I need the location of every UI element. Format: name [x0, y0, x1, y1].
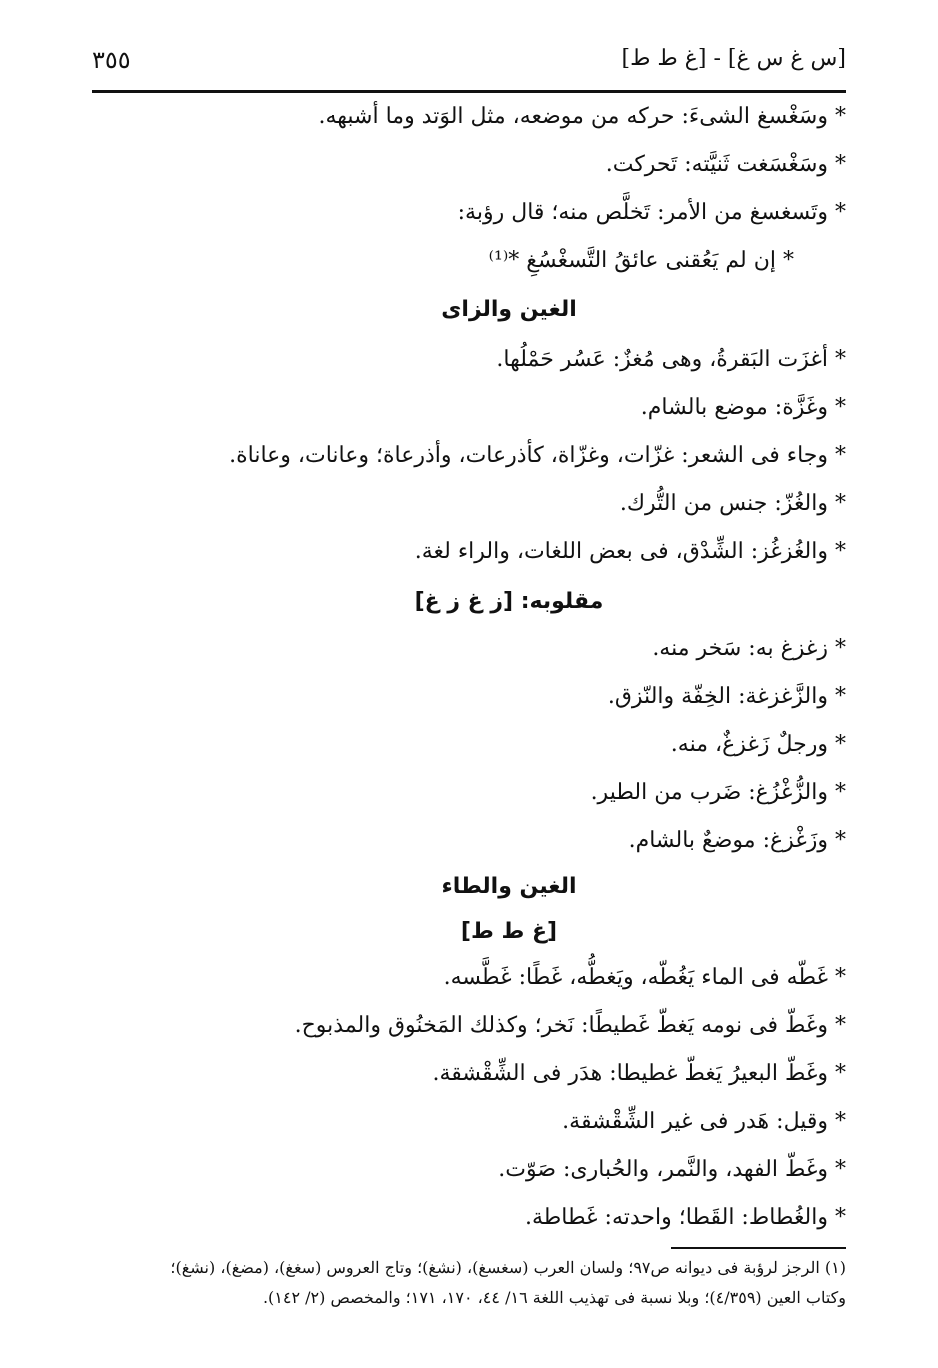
footnote-line: وكتاب العين (٤/٣٥٩)؛ وبلا نسبة فى تهذيب اللغة ١٦/ ٤٤، ١٧٠، ١٧١؛ والمخصص (٢/ ١٤٢). [262, 1288, 846, 1307]
text-line: * وتَسغسغ من الأمر: تَخلَّص منه؛ قال رؤبة: [457, 200, 846, 225]
footnote-line: (١) الرجز لرؤبة فى ديوانه ص٩٧؛ ولسان العرب (سغسغ)، (نشغ)؛ وتاج العروس (سغغ)، (مضغ)، (نشغ)؛ [170, 1258, 846, 1277]
text-line: * وسَغْسَغت ثَنيَّته: تَحركت. [605, 152, 846, 177]
verse-line: * إن لم يَعُقنى عائقُ التَّسغْسُغِ *⁽¹⁾ [488, 248, 794, 273]
text-line: * غَطّه فى الماء يَغُطّه، ويَغطُّه، غَطًا: غَطَّسه. [443, 965, 846, 990]
text-line: * زغزغ به: سَخر منه. [652, 636, 846, 661]
text-line: * وسَغْسغ الشىءَ: حركه من موضعه، مثل الوَتد وما أشبهه. [318, 104, 846, 129]
footnote-rule [671, 1247, 846, 1249]
text-line: * وزَغْزغ: موضعٌ بالشام. [628, 828, 846, 853]
section-heading: الغين والطاء [441, 874, 577, 899]
text-line: * وجاء فى الشعر: غزّات، وغزّاة، كأذرعات، وأذرعاة؛ وعانات، وعاناة. [229, 443, 846, 468]
section-heading: مقلوبه: [ز غ ز غ] [414, 589, 604, 614]
text-line: * وقيل: هَدر فى غير الشِّقْشقة. [562, 1109, 846, 1134]
text-line: * والغُزّ: جنس من التُّرك. [619, 491, 846, 516]
text-line: * أغزَت البَقرةُ، وهى مُغزٌ: عَسُر حَمْلُها. [496, 347, 846, 372]
section-heading: الغين والزاى [441, 297, 577, 322]
header-rule [92, 90, 846, 93]
text-line: * والغُزغُز: الشِّدْق، فى بعض اللغات، والراء لغة. [414, 539, 846, 564]
page-header [92, 40, 846, 82]
text-line: * والزَّغزغة: الخِفّة والنّزق. [607, 684, 846, 709]
text-line: * وغَطّ فى نومه يَغطّ غَطيطًا: نَخر؛ وكذلك المَخنُوق والمذبوح. [294, 1013, 846, 1038]
text-line: * وغَطّ الفهد، والنَّمر، والحُبارى: صَوّت. [498, 1157, 846, 1182]
text-line: * والزُّغْزُغ: ضَرب من الطير. [590, 780, 846, 805]
text-line: * وغَطّ البعيرُ يَغطّ غطيطا: هدَر فى الشِّقْشقة. [432, 1061, 846, 1086]
text-line: * والغُطاط: القَطا؛ واحدته: غَطاطة. [525, 1205, 846, 1230]
page-number: ٣٥٥ [92, 46, 131, 74]
text-line: * وغَزَّة: موضع بالشام. [640, 395, 846, 420]
running-title: [س غ س غ] - [غ ط ط] [621, 46, 846, 71]
root-heading: [غ ط ط] [460, 919, 558, 944]
text-line: * ورجلٌ زَغزغٌ، منه. [670, 732, 846, 757]
